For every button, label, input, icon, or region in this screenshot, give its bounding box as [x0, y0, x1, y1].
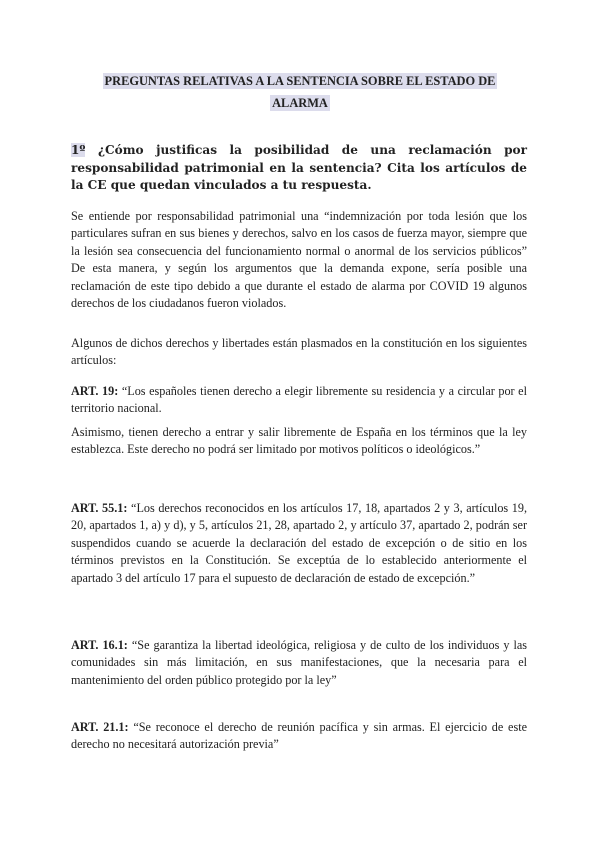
title-line-1: PREGUNTAS RELATIVAS A LA SENTENCIA SOBRE EL ESTADO DE	[104, 74, 496, 88]
rights-paragraph: Algunos de dichos derechos y libertades están plasmados en la constitución en los siguientes artículos:	[71, 336, 527, 368]
article-label: ART. 19:	[71, 384, 119, 398]
article-text: “Se garantiza la libertad ideológica, religiosa y de culto de los individuos y las comunidades sin más limitación, en sus manifestaciones, que la necesaria para el mantenimiento del orden público protegido por la ley”	[71, 638, 527, 687]
article-label: ART. 16.1:	[71, 638, 128, 652]
article-21-1	[71, 719, 527, 754]
title-line-2: ALARMA	[272, 96, 328, 110]
page-title	[60, 70, 540, 114]
article-19-continuation: Asimismo, tienen derecho a entrar y salir libremente de España en los términos que la ley establezca. Este derecho no podrá ser limitado por motivos políticos o ideológicos.”	[71, 425, 527, 457]
question-number: 1º	[71, 143, 86, 157]
article-16-1	[71, 637, 527, 689]
article-text: “Se reconoce el derecho de reunión pacífica y sin armas. El ejercicio de este derecho no necesitará autorización previa”	[71, 720, 527, 752]
article-19	[71, 383, 527, 418]
article-label: ART. 55.1:	[71, 501, 128, 515]
article-text: “Los derechos reconocidos en los artículos 17, 18, apartados 2 y 3, artículos 19, 20, apartados 1, a) y d), y 5, artículos 21, 28, apartado 2, y artículo 37, apartado 2, podrán ser suspendidos cuando se acuerde la declaración del estado de excepción o de sitio en los términos previstos en la Constitución. Se exceptúa de lo establecido anteriormente el apartado 3 del artículo 17 para el supuesto de declaración de estado de excepción.”	[71, 501, 527, 585]
article-text: “Los españoles tienen derecho a elegir libremente su residencia y a circular por el territorio nacional.	[71, 384, 527, 416]
question-text: ¿Cómo justificas la posibilidad de una reclamación por responsabilidad patrimonial en la sentencia? Cita los artículos de la CE que quedan vinculados a tu respuesta.	[71, 143, 527, 192]
article-label: ART. 21.1:	[71, 720, 129, 734]
intro-paragraph: Se entiende por responsabilidad patrimonial una “indemnización por toda lesión que los particulares sufran en sus bienes y derechos, salvo en los casos de fuerza mayor, siempre que la lesión sea consecuencia del funcionamiento normal o anormal de los servicios públicos” De esta manera, y según los argumentos que la demanda expone, sería posible una reclamación de este tipo debido a que durante el estado de alarma por COVID 19 algunos derechos de los ciudadanos fueron violados.	[71, 209, 527, 311]
question-heading	[71, 142, 527, 195]
article-55-1	[71, 500, 527, 587]
